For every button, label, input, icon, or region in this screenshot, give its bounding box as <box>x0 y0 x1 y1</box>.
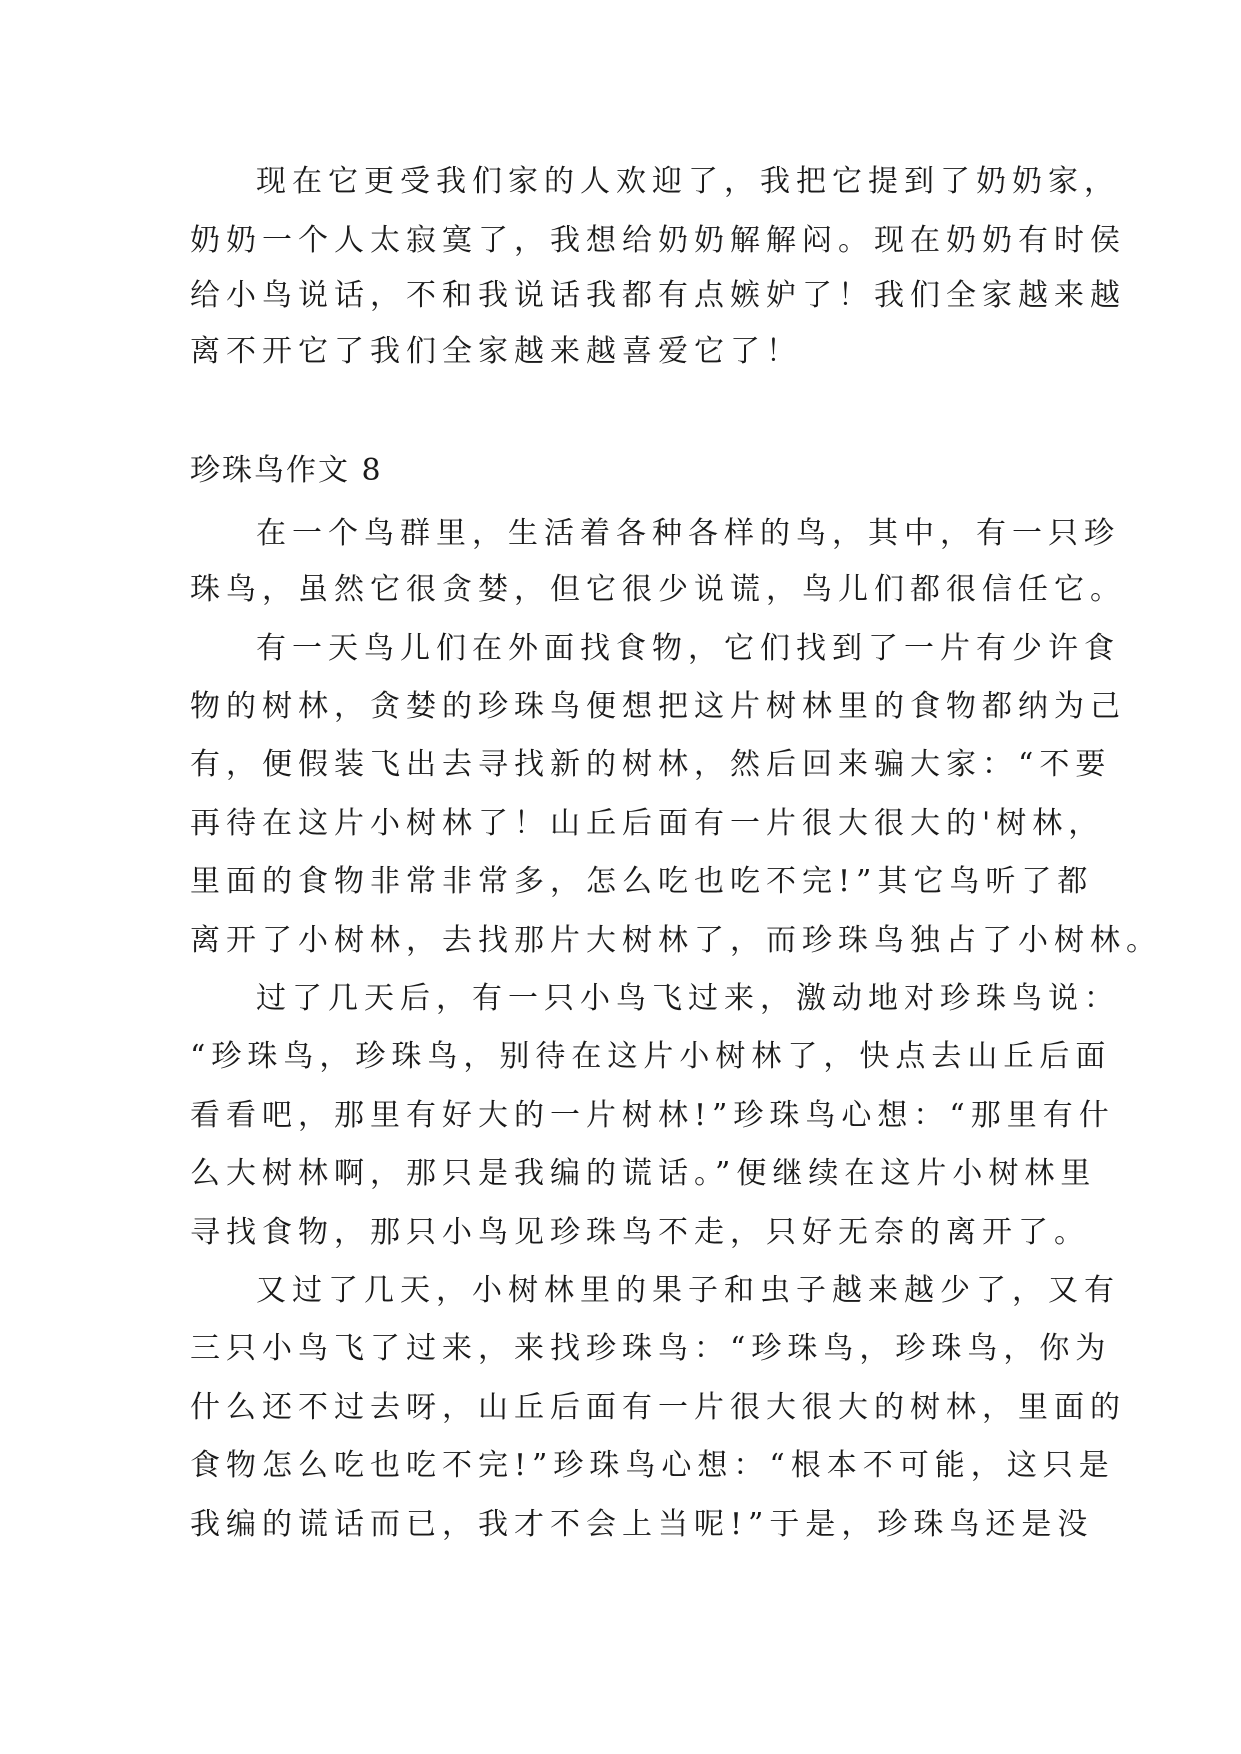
paragraph-line: 我编的谎话而已，我才不会上当呢!”于是，珍珠鸟还是没 <box>190 1507 1094 1542</box>
paragraph-line: 珠鸟，虽然它很贪婪，但它很少说谎，鸟儿们都很信任它。 <box>190 572 1126 607</box>
paragraph-line: 食物怎么吃也吃不完!”珍珠鸟心想：“根本不可能，这只是 <box>190 1448 1115 1483</box>
paragraph-line: 么大树林啊，那只是我编的谎话。”便继续在这片小树林里 <box>190 1156 1097 1191</box>
paragraph-line: 离开了小树林，去找那片大树林了，而珍珠鸟独占了小树林。 <box>190 923 1162 958</box>
paragraph-line: 寻找食物，那只小鸟见珍珠鸟不走，只好无奈的离开了。 <box>190 1215 1090 1250</box>
paragraph-line: 离不开它了我们全家越来越喜爱它了！ <box>190 334 802 369</box>
paragraph-line: 过了几天后，有一只小鸟飞过来，激动地对珍珠鸟说： <box>256 981 1120 1016</box>
paragraph-line: 看看吧，那里有好大的一片树林!”珍珠鸟心想：“那里有什 <box>190 1098 1115 1133</box>
paragraph-line: “珍珠鸟，珍珠鸟，别待在这片小树林了，快点去山丘后面 <box>190 1039 1112 1074</box>
paragraph-line: 什么还不过去呀，山丘后面有一片很大很大的树林，里面的 <box>190 1390 1126 1425</box>
paragraph-line: 奶奶一个人太寂寞了，我想给奶奶解解闷。现在奶奶有时侯 <box>190 223 1126 258</box>
paragraph-line: 又过了几天，小树林里的果子和虫子越来越少了，又有 <box>256 1273 1120 1308</box>
paragraph-line: 里面的食物非常非常多，怎么吃也吃不完!”其它鸟听了都 <box>190 864 1094 899</box>
paragraph-line: 给小鸟说话，不和我说话我都有点嫉妒了！我们全家越来越 <box>190 278 1126 313</box>
paragraph-line: 再待在这片小树林了！山丘后面有一片很大很大的'树林， <box>190 806 1105 841</box>
paragraph-line: 三只小鸟飞了过来，来找珍珠鸟：“珍珠鸟，珍珠鸟，你为 <box>190 1331 1112 1366</box>
paragraph-line: 有一天鸟儿们在外面找食物，它们找到了一片有少许食 <box>256 631 1120 666</box>
paragraph-line: 在一个鸟群里，生活着各种各样的鸟，其中，有一只珍 <box>256 516 1120 551</box>
paragraph-line: 物的树林，贪婪的珍珠鸟便想把这片树林里的食物都纳为己 <box>190 689 1126 724</box>
paragraph-line: 现在它更受我们家的人欢迎了，我把它提到了奶奶家， <box>256 164 1120 199</box>
paragraph-line: 有，便假装飞出去寻找新的树林，然后回来骗大家：“不要 <box>190 747 1112 782</box>
section-heading: 珍珠鸟作文 8 <box>190 453 383 488</box>
